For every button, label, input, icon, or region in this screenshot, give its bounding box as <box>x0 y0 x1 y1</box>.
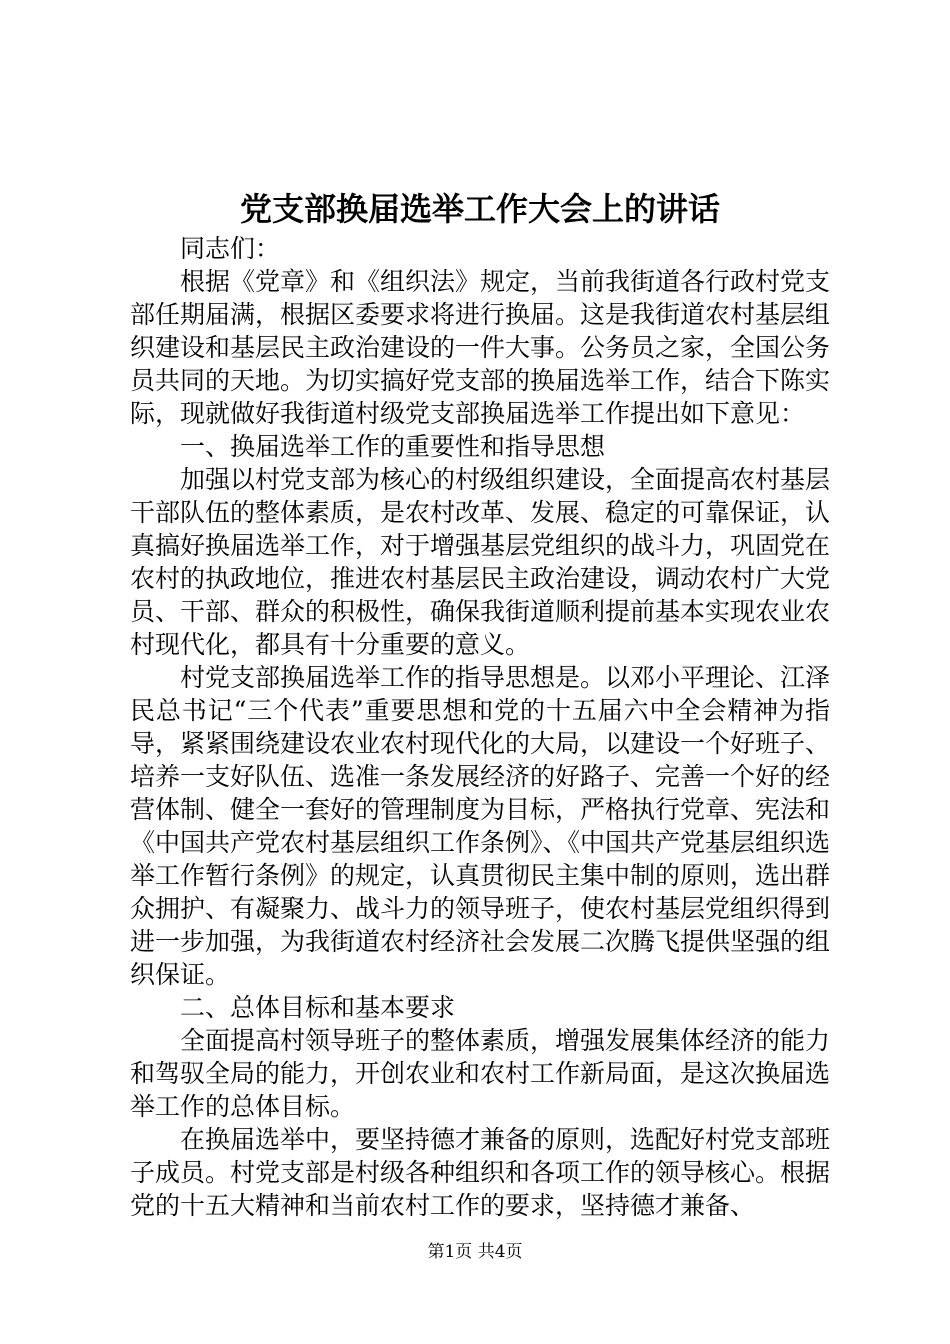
paragraph-guiding-ideology: 村党支部换届选举工作的指导思想是。以邓小平理论、江泽民总书记“三个代表”重要思想和党的十五届六中全会精神为指导，紧紧围绕建设农业农村现代化的大局，以建设一个好班子、培养一支好队伍、选准一条发展经济的好路子、完善一个好的经营体制、健全一套好的管理制度为目标，严格执行党章、宪法和《中国共产党农村基层组织工作条例》、《中国共产党基层组织选举工作暂行条例》的规定，认真贯彻民主集中制的原则，选出群众拥护、有凝聚力、战斗力的领导班子，使农村基层党组织得到进一步加强，为我街道农村经济社会发展二次腾飞提供坚强的组织保证。 <box>130 663 831 989</box>
paragraph-overall-goal: 全面提高村领导班子的整体素质，增强发展集体经济的能力和驾驭全局的能力，开创农业和农村工作新局面，是这次换届选举工作的总体目标。 <box>130 1026 831 1121</box>
document-body <box>130 232 830 1222</box>
salutation: 同志们： <box>180 234 281 263</box>
page-number-footer: 第1页 共4页 <box>427 1242 523 1262</box>
paragraph-intro: 根据《党章》和《组织法》规定，当前我街道各行政村党支部任期届满，根据区委要求将进行换届。这是我街道农村基层组织建设和基层民主政治建设的一件大事。公务员之家，全国公务员共同的天地。为切实搞好党支部的换届选举工作，结合下陈实际，现就做好我街道村级党支部换届选举工作提出如下意见： <box>130 267 831 428</box>
section-heading-2: 二、总体目标和基本要求 <box>180 993 456 1022</box>
document-title: 党支部换届选举工作大会上的讲话 <box>239 190 720 228</box>
paragraph-importance: 加强以村党支部为核心的村级组织建设，全面提高农村基层干部队伍的整体素质，是农村改革、发展、稳定的可靠保证，认真搞好换届选举工作，对于增强基层党组织的战斗力，巩固党在农村的执政地位，推进农村基层民主政治建设，调动农村广大党员、干部、群众的积极性，确保我街道顺利提前基本实现农业农村现代化，都具有十分重要的意义。 <box>130 465 831 659</box>
section-heading-1: 一、换届选举工作的重要性和指导思想 <box>180 432 606 461</box>
paragraph-principles: 在换届选举中，要坚持德才兼备的原则，选配好村党支部班子成员。村党支部是村级各种组织和各项工作的领导核心。根据党的十五大精神和当前农村工作的要求，坚持德才兼备、 <box>130 1125 831 1220</box>
